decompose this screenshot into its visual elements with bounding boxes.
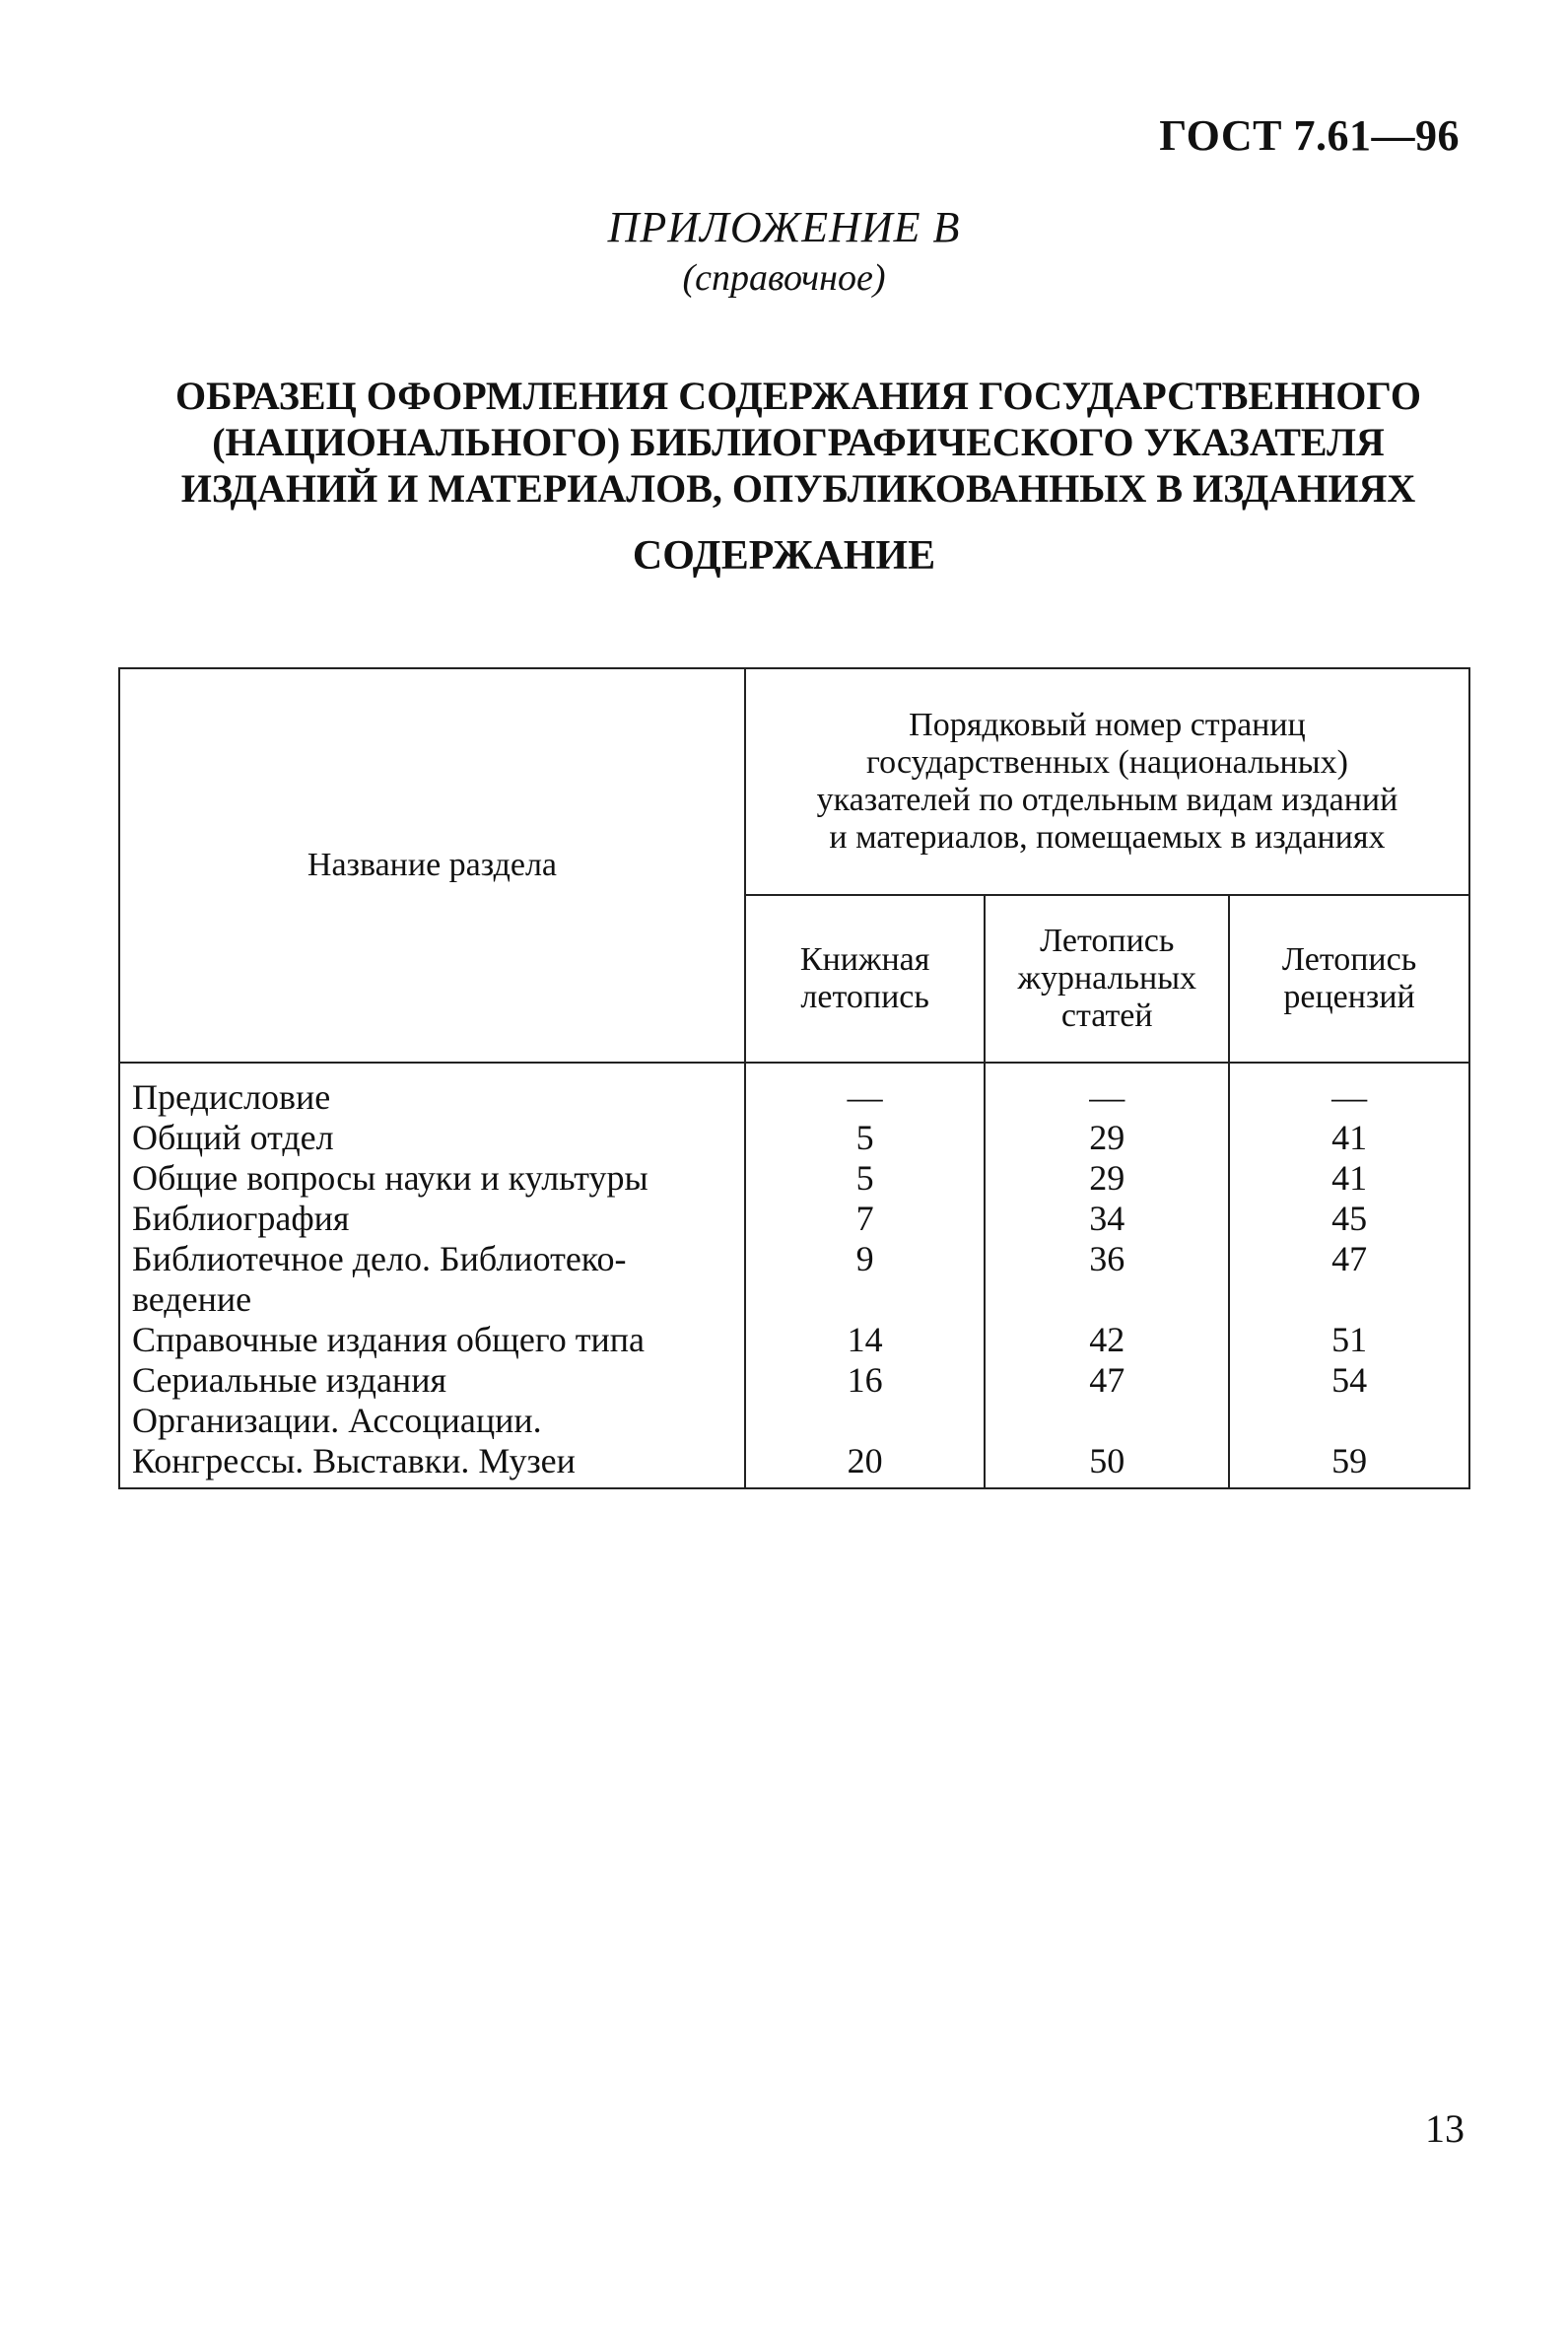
reviews-page-cell: — [1229, 1063, 1469, 1118]
page-number: 13 [1425, 2106, 1465, 2151]
book-chronicle-page-cell: — [745, 1063, 985, 1118]
table-row [119, 1401, 1469, 1441]
section-name-cell: Общий отдел [119, 1118, 745, 1158]
section-name-cell: Библиотечное дело. Библиотеко- [119, 1239, 745, 1279]
column-header-journal-articles [985, 895, 1229, 1063]
section-name-cell: Библиография [119, 1199, 745, 1239]
table-row [119, 1320, 1469, 1360]
table-row [119, 1063, 1469, 1118]
table-row [119, 1279, 1469, 1320]
journal-articles-page-cell: 36 [985, 1239, 1229, 1279]
page-numbers-group-header [745, 668, 1469, 895]
appendix-subtitle: (справочное) [682, 257, 886, 299]
book-chronicle-page-cell [745, 1401, 985, 1441]
book-chronicle-page-cell: 5 [745, 1118, 985, 1158]
book-chronicle-page-cell: 16 [745, 1360, 985, 1401]
section-name-cell: ведение [119, 1279, 745, 1320]
section-name-cell: Справочные издания общего типа [119, 1320, 745, 1360]
appendix-heading [0, 202, 1568, 300]
column-header-reviews [1229, 895, 1469, 1063]
reviews-page-cell: 47 [1229, 1239, 1469, 1279]
contents-table [118, 667, 1470, 1489]
table-row [119, 1199, 1469, 1239]
journal-articles-page-cell: — [985, 1063, 1229, 1118]
column-header-book-chronicle [745, 895, 985, 1063]
journal-articles-page-cell: 50 [985, 1441, 1229, 1488]
group-header-line: Порядковый номер страниц [909, 707, 1306, 743]
table-header [119, 668, 1469, 1063]
journal-articles-page-cell: 29 [985, 1158, 1229, 1199]
table-row [119, 1360, 1469, 1401]
document-code: ГОСТ 7.61—96 [1159, 111, 1460, 160]
book-chronicle-page-cell: 5 [745, 1158, 985, 1199]
appendix-title: ПРИЛОЖЕНИЕ В [607, 203, 961, 251]
title-line: (НАЦИОНАЛЬНОГО) БИБЛИОГРАФИЧЕСКОГО УКАЗАТЕЛЯ [212, 420, 1385, 464]
journal-articles-page-cell: 47 [985, 1360, 1229, 1401]
column-header-line: Летопись [1281, 941, 1417, 978]
contents-heading: СОДЕРЖАНИЕ [632, 533, 936, 579]
book-chronicle-page-cell: 9 [745, 1239, 985, 1279]
section-name-header: Название раздела [119, 668, 745, 1063]
reviews-page-cell: 45 [1229, 1199, 1469, 1239]
column-header-line: журнальных [1017, 960, 1197, 997]
column-header-line: Летопись [1040, 923, 1175, 959]
reviews-page-cell: 41 [1229, 1118, 1469, 1158]
journal-articles-page-cell: 34 [985, 1199, 1229, 1239]
section-name-cell: Сериальные издания [119, 1360, 745, 1401]
title-line: ИЗДАНИЙ И МАТЕРИАЛОВ, ОПУБЛИКОВАННЫХ В ИЗДАНИЯХ [180, 466, 1416, 511]
group-header-line: указателей по отдельным видам изданий [816, 782, 1398, 818]
table-row [119, 1158, 1469, 1199]
reviews-page-cell: 41 [1229, 1158, 1469, 1199]
table-row [119, 1441, 1469, 1488]
reviews-page-cell: 54 [1229, 1360, 1469, 1401]
column-header-line: летопись [800, 979, 929, 1015]
column-header-line: Книжная [799, 941, 930, 978]
column-header-line: рецензий [1283, 979, 1415, 1015]
book-chronicle-page-cell: 7 [745, 1199, 985, 1239]
table-row [119, 1239, 1469, 1279]
reviews-page-cell [1229, 1279, 1469, 1320]
section-name-cell: Общие вопросы науки и культуры [119, 1158, 745, 1199]
section-name-cell: Предисловие [119, 1063, 745, 1118]
group-header-line: и материалов, помещаемых в изданиях [829, 819, 1386, 856]
title-line: ОБРАЗЕЦ ОФОРМЛЕНИЯ СОДЕРЖАНИЯ ГОСУДАРСТВЕННОГО [175, 374, 1421, 418]
section-name-cell: Организации. Ассоциации. [119, 1401, 745, 1441]
journal-articles-page-cell [985, 1401, 1229, 1441]
reviews-page-cell [1229, 1401, 1469, 1441]
table-body [119, 1063, 1469, 1488]
book-chronicle-page-cell [745, 1279, 985, 1320]
group-header-line: государственных (национальных) [866, 744, 1348, 781]
journal-articles-page-cell: 29 [985, 1118, 1229, 1158]
reviews-page-cell: 59 [1229, 1441, 1469, 1488]
book-chronicle-page-cell: 20 [745, 1441, 985, 1488]
book-chronicle-page-cell: 14 [745, 1320, 985, 1360]
section-name-cell: Конгрессы. Выставки. Музеи [119, 1441, 745, 1488]
journal-articles-page-cell: 42 [985, 1320, 1229, 1360]
reviews-page-cell: 51 [1229, 1320, 1469, 1360]
journal-articles-page-cell [985, 1279, 1229, 1320]
column-header-line: статей [1060, 998, 1153, 1034]
table-row [119, 1118, 1469, 1158]
document-title [138, 373, 1459, 512]
